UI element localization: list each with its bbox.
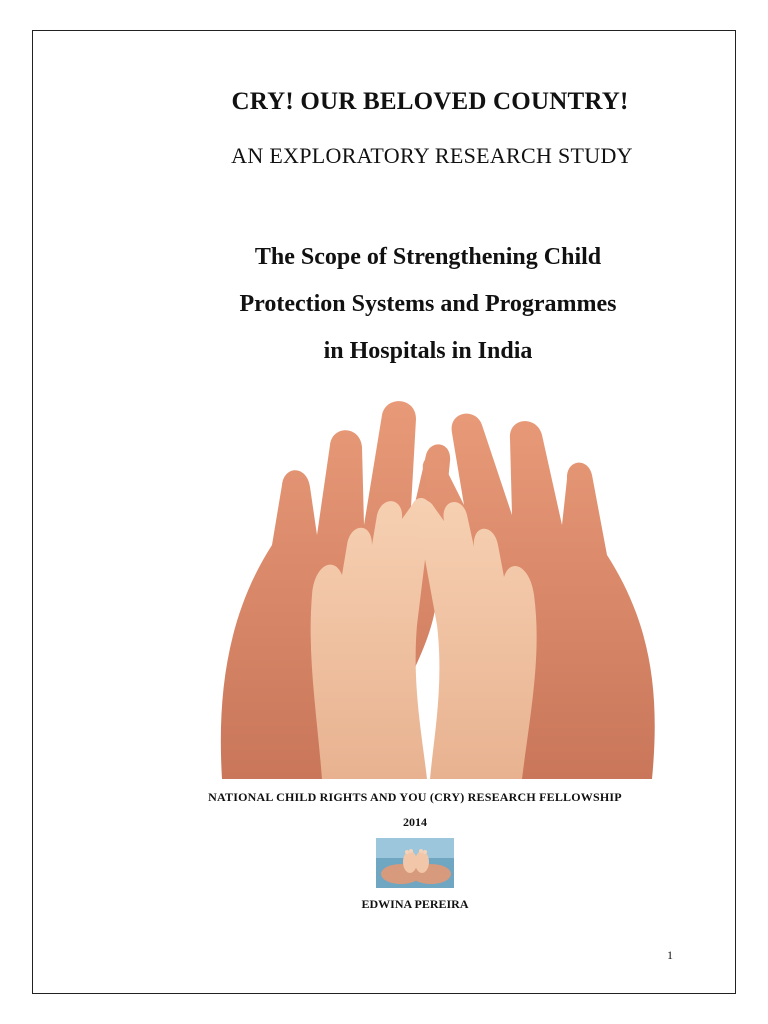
fellowship-line: NATIONAL CHILD RIGHTS AND YOU (CRY) RESEARCH FELLOWSHIP <box>208 790 622 804</box>
author-name: EDWINA PEREIRA <box>361 897 469 911</box>
scope-line-1: The Scope of Strengthening Child <box>254 244 602 270</box>
page-number: 1 <box>667 948 673 962</box>
adult-and-child-hands-icon <box>212 395 662 779</box>
document-subtitle: AN EXPLORATORY RESEARCH STUDY <box>231 143 633 168</box>
scope-line-3: in Hospitals in India <box>323 338 533 364</box>
scope-line-2: Protection Systems and Programmes <box>239 291 617 317</box>
baby-feet-thumbnail-icon <box>376 838 454 888</box>
document-title: CRY! OUR BELOVED COUNTRY! <box>231 88 629 115</box>
year: 2014 <box>403 815 427 829</box>
scope-heading <box>158 234 698 375</box>
